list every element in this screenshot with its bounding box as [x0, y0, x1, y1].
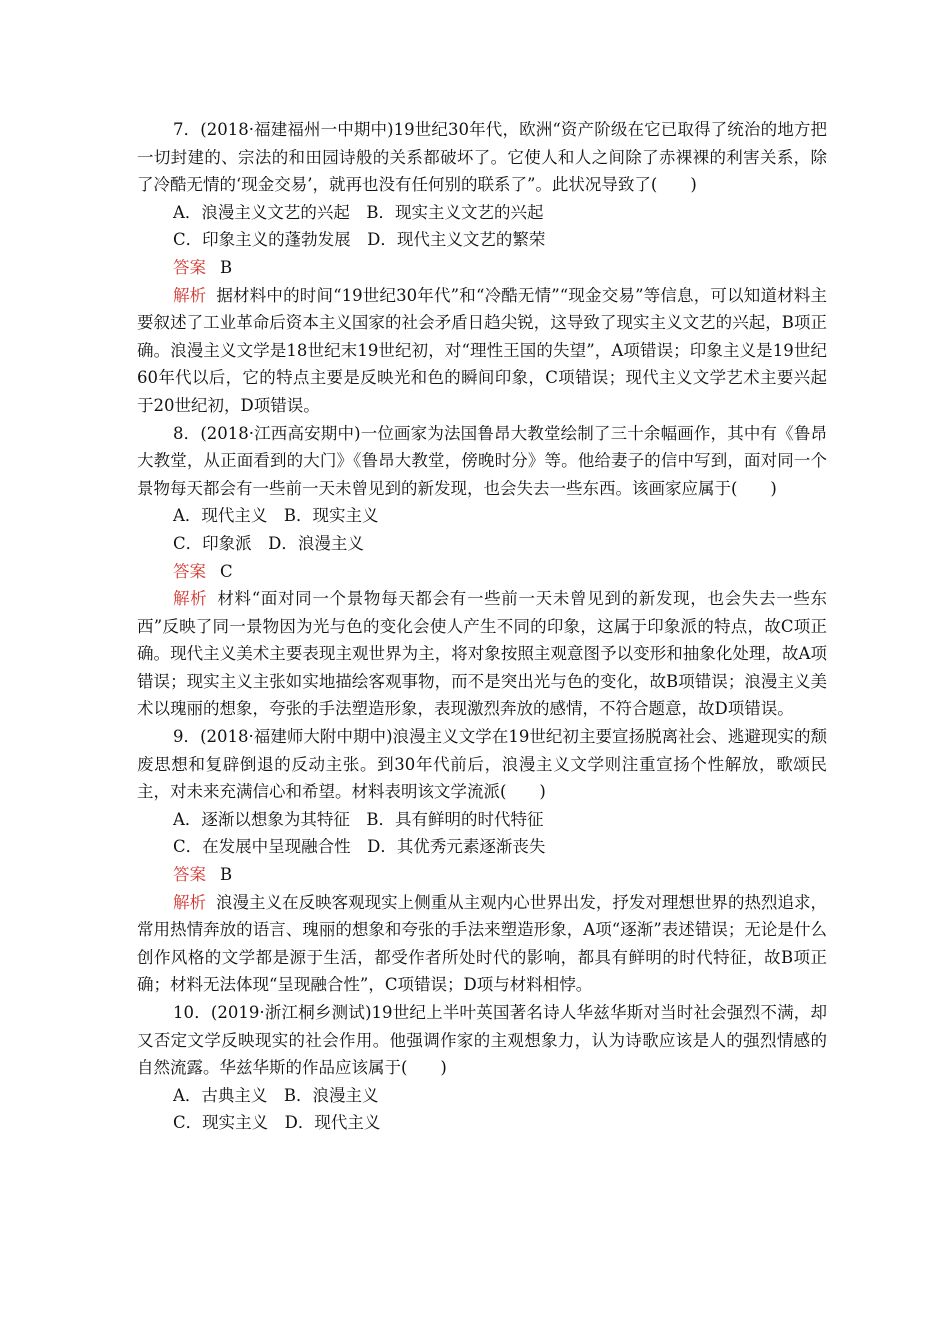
answer-label: 答案	[173, 561, 206, 581]
question-9-options-row-2: C．在发展中呈现融合性 D．其优秀元素逐渐丧失	[173, 837, 546, 857]
question-7-explanation	[137, 282, 827, 420]
explanation-label: 解析	[173, 285, 207, 305]
question-10-options-row-1: A．古典主义 B．浪漫主义	[173, 1085, 379, 1105]
explanation-text: 浪漫主义在反映客观现实上侧重从主观内心世界出发，抒发对理想世界的热烈追求，常用热情奔放的语言、瑰丽的想象和夸张的手法来塑造形象，A项“逐渐”表述错误；无论是什么创作风格的文学都是源于生活，都受作者所处时代的影响，都具有鲜明的时代特征，故B项正确；材料无法体现“呈现融合性”，C项错误；D项与材料相悖。	[137, 892, 828, 995]
question-8-stem: 8．(2018·江西高安期中)一位画家为法国鲁昂大教堂绘制了三十余幅画作，其中有《鲁昂大教堂，从正面看到的大门》《鲁昂大教堂，傍晚时分》等。他给妻子的信中写到，面对同一个景物每天都会有一些前一天未曾见到的新发现，也会失去一些东西。该画家应属于( )	[137, 423, 827, 498]
answer-value: B	[220, 257, 233, 277]
answer-label: 答案	[173, 257, 206, 277]
question-7-stem: 7．(2018·福建福州一中期中)19世纪30年代，欧洲“资产阶级在它已取得了统治的地方把一切封建的、宗法的和田园诗般的关系都破坏了。它使人和人之间除了赤裸裸的利害关系，除了冷酷无情的‘现金交易’，就再也没有任何别的联系了”。此状况导致了( )	[137, 120, 827, 195]
question-7-options-row-1: A．浪漫主义文艺的兴起 B．现实主义文艺的兴起	[173, 202, 544, 222]
question-9-options-row-1: A．逐渐以想象为其特征 B．具有鲜明的时代特征	[173, 809, 544, 829]
question-10-stem: 10．(2019·浙江桐乡测试)19世纪上半叶英国著名诗人华兹华斯对当时社会强烈不满，却又否定文学反映现实的社会作用。他强调作家的主观想象力，认为诗歌应该是人的强烈情感的自然流露。华兹华斯的作品应该属于( )	[137, 1003, 827, 1078]
answer-value: C	[220, 561, 233, 581]
explanation-text: 材料“面对同一个景物每天都会有一些前一天未曾见到的新发现，也会失去一些东西”反映了同一景物因为光与色的变化会使人产生不同的印象，这属于印象派的特点，故C项正确。现代主义美术主要表现主观世界为主，将对象按照主观意图予以变形和抽象化处理，故A项错误；现实主义主张如实地描绘客观事物，而不是突出光与色的变化，故B项错误；浪漫主义美术以瑰丽的想象，夸张的手法塑造形象，表现激烈奔放的感情，不符合题意，故D项错误。	[137, 589, 828, 719]
question-8-options-row-1: A．现代主义 B．现实主义	[173, 506, 379, 526]
question-9-explanation	[137, 889, 827, 999]
question-8-options-row-2: C．印象派 D．浪漫主义	[173, 533, 364, 553]
answer-value: B	[220, 865, 233, 885]
answer-label: 答案	[173, 865, 206, 885]
question-9-stem: 9．(2018·福建师大附中期中)浪漫主义文学在19世纪初主要宣扬脱离社会、逃避现实的颓废思想和复辟倒退的反动主张。到30年代前后，浪漫主义文学则注重宣扬个性解放，歌颂民主，对未来充满信心和希望。材料表明该文学流派( )	[137, 727, 827, 802]
question-7-answer	[137, 254, 827, 282]
explanation-text: 据材料中的时间“19世纪30年代”和“冷酷无情”“现金交易”等信息，可以知道材料主要叙述了工业革命后资本主义国家的社会矛盾日趋尖锐，这导致了现实主义文艺的兴起，B项正确。浪漫主义文学是18世纪末19世纪初，对“理性王国的失望”，A项错误；印象主义是19世纪60年代以后，它的特点主要是反映光和色的瞬间印象，C项错误；现代主义文学艺术主要兴起于20世纪初，D项错误。	[137, 285, 828, 415]
question-8-answer	[137, 558, 827, 586]
question-8-explanation	[137, 585, 827, 723]
question-list	[137, 116, 827, 1137]
question-9-answer	[137, 861, 827, 889]
explanation-label: 解析	[173, 589, 208, 609]
explanation-label: 解析	[173, 892, 207, 912]
question-7-options-row-2: C．印象主义的蓬勃发展 D．现代主义文艺的繁荣	[173, 230, 546, 250]
question-10-options-row-2: C．现实主义 D．现代主义	[173, 1113, 381, 1133]
